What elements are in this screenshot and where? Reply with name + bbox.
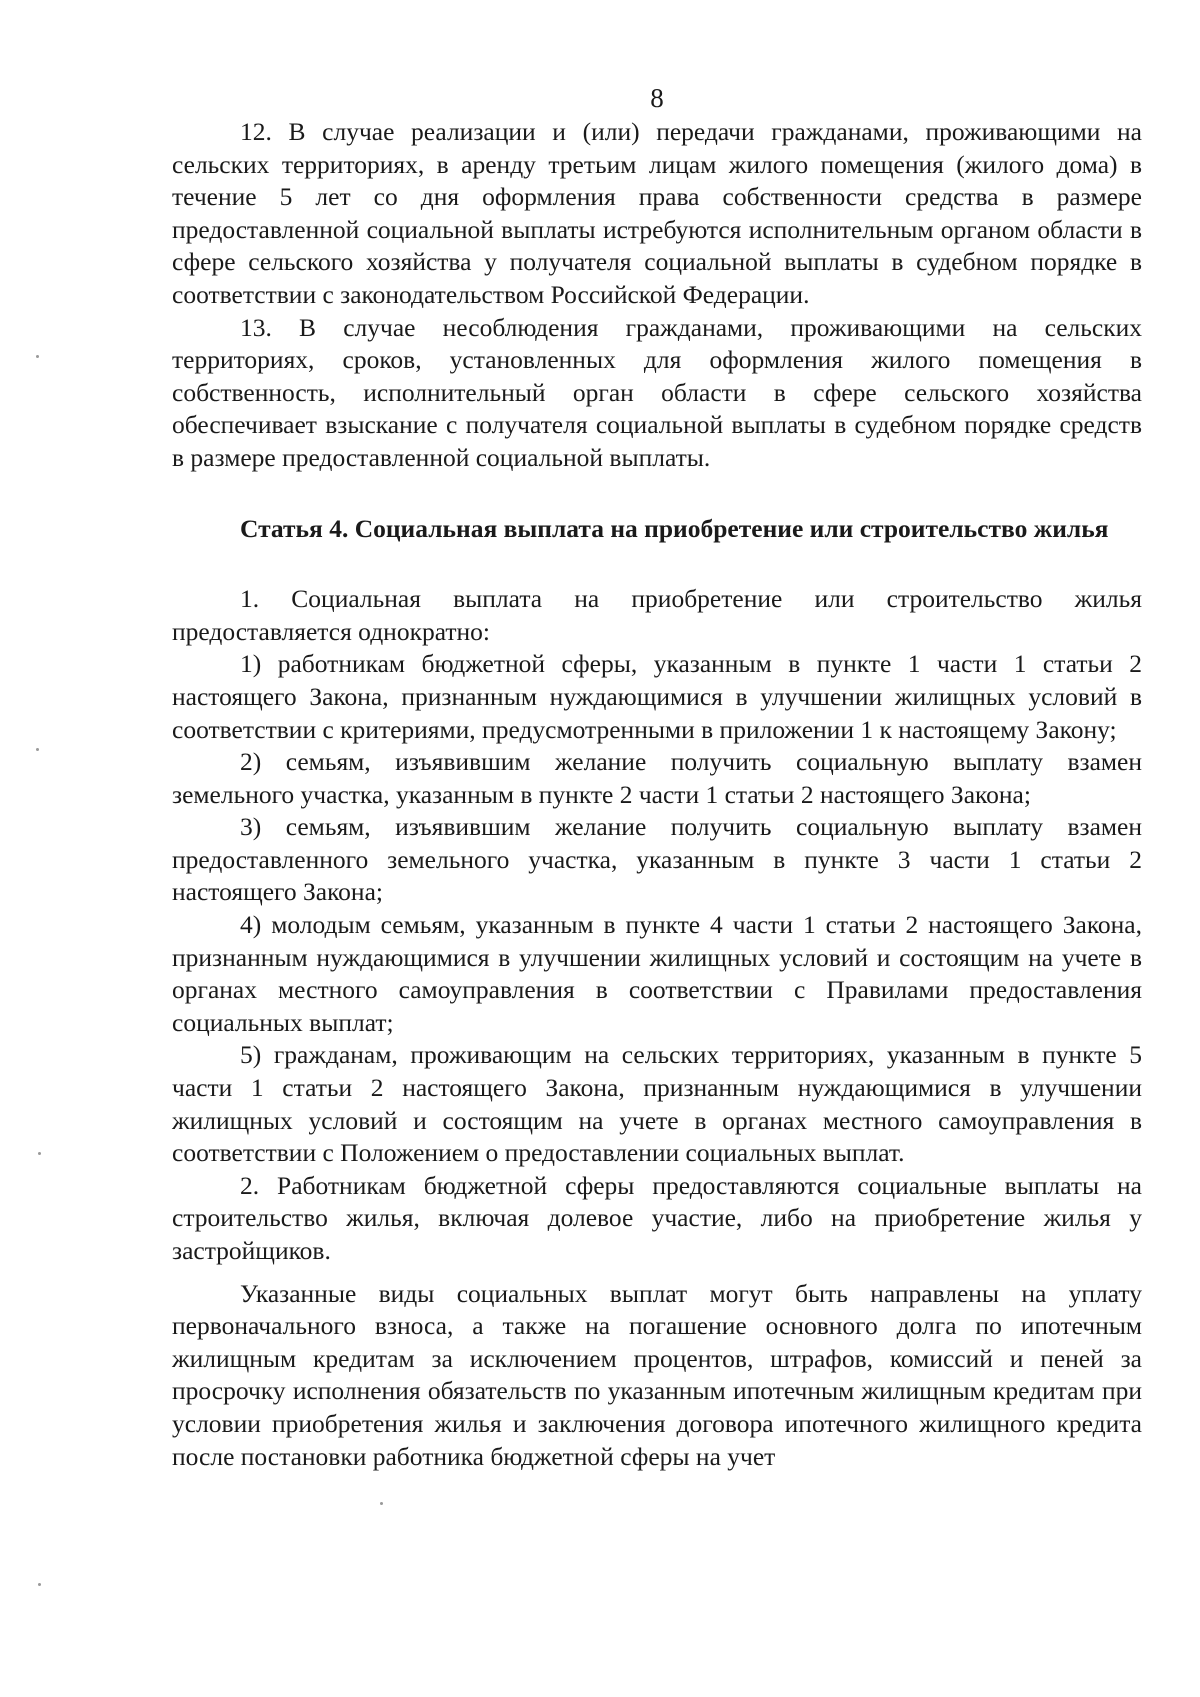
list-item-3: 3) семьям, изъявившим желание получить социальную выплату взамен предоставленного земельного участка, указанным в пункте 3 части 1 статьи 2 настоящего Закона; — [172, 812, 1142, 907]
spacer — [172, 545, 1142, 583]
list-item-2: 2) семьям, изъявившим желание получить социальную выплату взамен земельного участка, указанным в пункте 2 части 1 статьи 2 настоящего Закона; — [172, 747, 1142, 809]
spacer — [172, 475, 1142, 513]
list-item-5: 5) гражданам, проживающим на сельских территориях, указанным в пункте 5 части 1 статьи 2 настоящего Закона, признанным нуждающимися в улучшении жилищных условий и состоящим на учете в органах местного самоуправления в соответствии с Положением о предоставлении социальных выплат. — [172, 1040, 1142, 1168]
scan-speck — [380, 1502, 383, 1505]
document-page — [172, 80, 1142, 1473]
scan-speck — [38, 1583, 41, 1586]
page-number: 8 — [650, 83, 664, 113]
spacer — [172, 1268, 1142, 1278]
paragraph-12: 12. В случае реализации и (или) передачи гражданами, проживающими на сельских территориях, в аренду третьим лицам жилого помещения (жилого дома) в течение 5 лет со дня оформления права собственности средства в размере предоставленной социальной выплаты истребуются исполнительным органом области в сфере сельского хозяйства у получателя социальной выплаты в судебном порядке в соответствии с законодательством Российской Федерации. — [172, 117, 1142, 309]
list-item-4: 4) молодым семьям, указанным в пункте 4 части 1 статьи 2 настоящего Закона, признанным нуждающимися в улучшении жилищных условий и состоящим на учете в органах местного самоуправления в соответствии с Правилами предоставления социальных выплат; — [172, 910, 1142, 1037]
scan-speck — [38, 1152, 41, 1155]
paragraph-article4-1: 1. Социальная выплата на приобретение или строительство жилья предоставляется однократно: — [172, 584, 1142, 646]
scan-speck — [36, 748, 39, 751]
paragraph-article4-2: 2. Работникам бюджетной сферы предоставляются социальные выплаты на строительство жилья, включая долевое участие, либо на приобретение жилья у застройщиков. — [172, 1170, 1142, 1265]
article-heading: Статья 4. Социальная выплата на приобретение или строительство жилья — [240, 513, 1109, 543]
scan-speck — [36, 355, 39, 358]
paragraph-13: 13. В случае несоблюдения гражданами, проживающими на сельских территориях, сроков, установленных для оформления жилого помещения в собственность, исполнительный орган области в сфере сельского хозяйства обеспечивает взыскание с получателя социальной выплаты в судебном порядке средств в размере предоставленной социальной выплаты. — [172, 312, 1142, 472]
paragraph-payment-types: Указанные виды социальных выплат могут быть направлены на уплату первоначального взноса, а также на погашение основного долга по ипотечным жилищным кредитам за исключением процентов, штрафов, комиссий и пеней за просрочку исполнения обязательств по указанным ипотечным жилищным кредитам при условии приобретения жилья и заключения договора ипотечного жилищного кредита после постановки работника бюджетной сферы на учет — [172, 1278, 1142, 1471]
list-item-1: 1) работникам бюджетной сферы, указанным в пункте 1 части 1 статьи 2 настоящего Закона, признанным нуждающимися в улучшении жилищных условий в соответствии с критериями, предусмотренными в приложении 1 к настоящему Закону; — [172, 649, 1142, 744]
